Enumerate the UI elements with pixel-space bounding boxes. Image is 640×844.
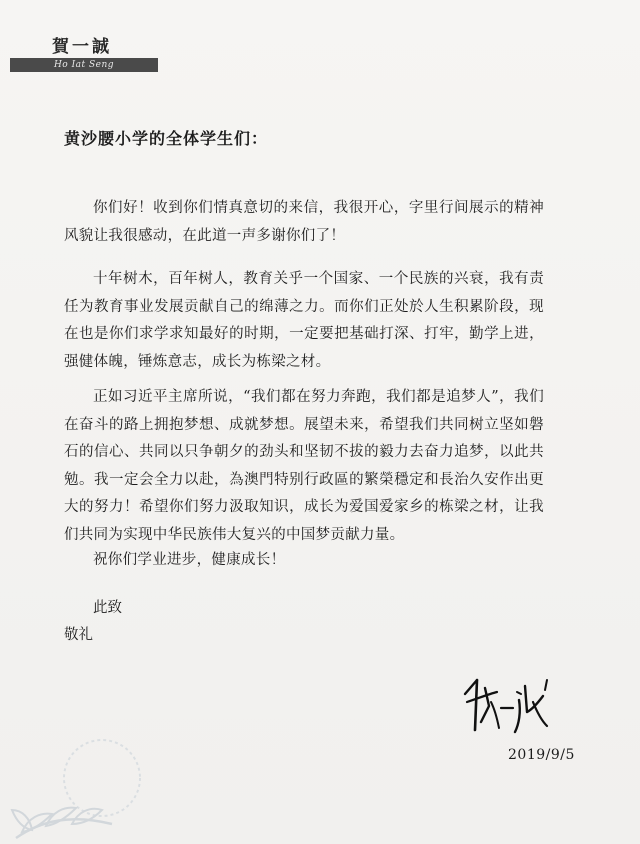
paragraph-education: 十年树木，百年树人，教育关乎一个国家、一个民族的兴衰，我有责任为教育事业发展贡献自己的绵薄之力。而你们正处於人生积累阶段，现在也是你们求学求知最好的时期，一定要把基础打深、打牢，勤学上进，强健体魄，锤炼意志，成长为栋梁之材。 xyxy=(64,271,544,370)
letterhead-roman-name: Ho Iat Seng xyxy=(53,60,115,70)
salutation: 黄沙腰小学的全体学生们： xyxy=(64,129,269,148)
paragraph-greeting: 你们好！收到你们情真意切的来信，我很开心，字里行间展示的精神风貌让我很感动，在此道一声多谢你们了！ xyxy=(64,200,544,244)
letterhead-name: 賀一誠 xyxy=(52,37,112,57)
paragraph-dream: 正如习近平主席所说，“我们都在努力奔跑，我们都是追梦人”，我们在奋斗的路上拥抱梦想、成就梦想。展望未来，希望我们共同树立坚如磐石的信心、共同以只争朝夕的劲头和坚韧不拔的毅力去奋力追梦，以此共勉。我一定会全力以赴，為澳門特别行政區的繁榮穩定和長治久安作出更大的努力！希望你们努力汲取知识，成长为爱国爱家乡的栋梁之材，让我们共同为实现中华民族伟大复兴的中国梦贡献力量。 xyxy=(64,389,544,543)
sign-off-line-1: 此致 xyxy=(93,600,122,616)
sign-off-line-2: 敬礼 xyxy=(64,627,93,643)
letter-date: 2019/9/5 xyxy=(508,747,575,763)
closing-wish: 祝你们学业进步，健康成长！ xyxy=(93,552,286,568)
seal-watermark-icon xyxy=(2,720,152,842)
signature-icon xyxy=(455,672,565,742)
